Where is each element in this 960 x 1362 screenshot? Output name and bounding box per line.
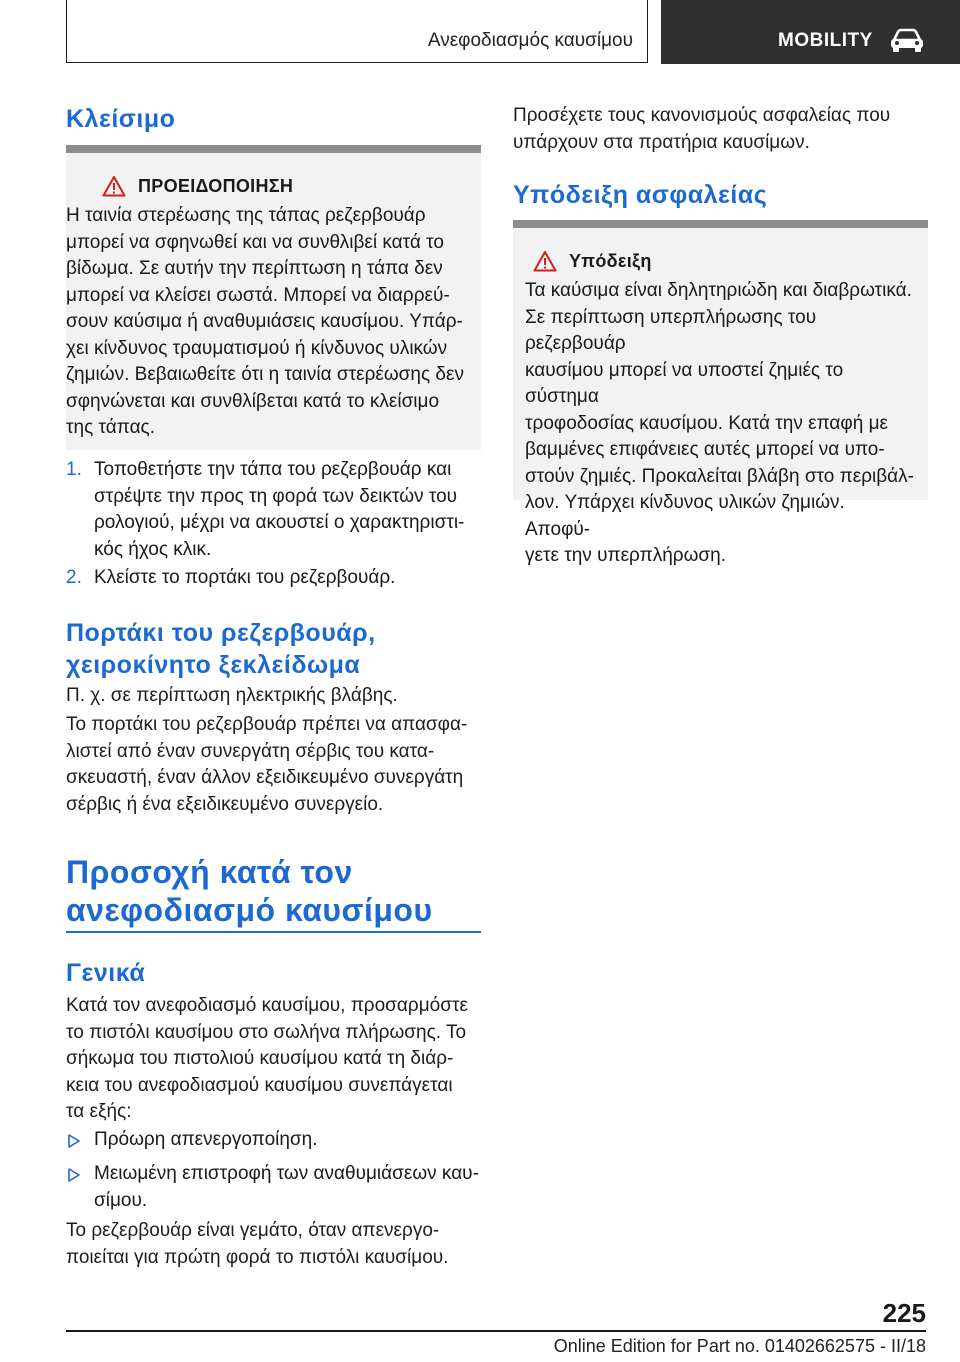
warning-triangle-icon xyxy=(102,175,126,197)
warning-line: χει κίνδυνος τραυματισμού ή κίνδυνος υλικών xyxy=(66,337,448,359)
header-section-title: Ανεφοδιασμός καυσίμου xyxy=(427,30,633,51)
warning-line: Η ταινία στερέωσης της τάπας ρεζερβουάρ xyxy=(66,205,426,226)
door-paragraph-2: Το πορτάκι του ρεζερβουάρ πρέπει να απασφα- λιστεί από έναν συνεργάτη σέρβις του κατα- σκευαστή, έναν άλλον εξειδικευμένο συνεργάτη σέρβις ή ένα εξειδικευμένο συνεργείο. xyxy=(66,714,468,815)
step-item xyxy=(66,457,479,563)
warning-line: της τάπας. xyxy=(66,417,155,438)
header-section-box xyxy=(66,0,648,63)
note-title: Υπόδειξη xyxy=(569,250,652,271)
chapter-title-attention: Προσοχή κατά τον ανεφοδιασμό καυσίμου xyxy=(66,854,433,928)
warning-triangle-icon xyxy=(533,250,557,272)
page-number: 225 xyxy=(882,1298,926,1328)
note-line: Τα καύσιμα είναι δηλητηριώδη και διαβρωτικά. xyxy=(525,280,912,301)
list-item-text: Πρόωρη απενεργοποίηση. xyxy=(94,1129,318,1150)
door-paragraph-1: Π. χ. σε περίπτωση ηλεκτρικής βλάβης. xyxy=(66,685,398,706)
warning-line: σουν καύσιμα ή αναθυμιάσεις καυσίμου. Υπάρ- xyxy=(66,311,463,332)
step-number: 1. xyxy=(66,459,82,480)
bullet-triangle-icon xyxy=(66,1167,82,1183)
edition-note: Online Edition for Part no. 01402662575 - II/18 xyxy=(553,1336,926,1356)
closing-paragraph: Το ρεζερβουάρ είναι γεμάτο, όταν απενεργο- ποιείται για πρώτη φορά το πιστόλι καυσίμου. xyxy=(66,1220,449,1268)
note-line: στούν ζημιές. Προκαλείται βλάβη στο περιβάλ- xyxy=(525,465,914,487)
header-tab-label: MOBILITY xyxy=(778,30,873,51)
warning-line: μπορεί να σφηνωθεί και να συνθλιβεί κατά το xyxy=(66,231,444,253)
note-line: καυσίμου μπορεί να υποστεί ζημιές το σύστημα xyxy=(525,359,844,407)
section-title-general: Γενικά xyxy=(66,959,146,987)
section-title-closing: Κλείσιμο xyxy=(66,105,176,133)
bullet-triangle-icon xyxy=(66,1133,82,1149)
list-item-text: Μειωμένη επιστροφή των αναθυμιάσεων καυ- σίμου. xyxy=(94,1163,479,1211)
header-mobility-tab xyxy=(661,0,960,64)
warning-box xyxy=(66,145,481,450)
note-line: γετε την υπερπλήρωση. xyxy=(525,545,726,566)
footer-rule xyxy=(66,1330,926,1332)
chapter-rule xyxy=(66,931,481,933)
warning-line: βίδωμα. Σε αυτήν την περίπτωση η τάπα δεν xyxy=(66,258,443,279)
warning-line: σφηνώνεται και συνθλίβεται κατά το κλείσιμο xyxy=(66,390,440,412)
warning-line: ζημιών. Βεβαιωθείτε ότι η ταινία στερέωσης δεν xyxy=(66,364,464,385)
general-paragraph: Κατά τον ανεφοδιασμό καυσίμου, προσαρμόστε το πιστόλι καυσίμου στο σωλήνα πλήρωσης. Το σήκωμα του πιστολιού καυσίμου κατά τη διάρ- κεια του ανεφοδιασμού καυσίμου συνεπάγεται τα εξής: xyxy=(66,995,468,1122)
car-icon xyxy=(889,28,925,54)
note-line: λον. Υπάρχει κίνδυνος υλικών ζημιών. Αποφύ- xyxy=(525,492,845,540)
step-number: 2. xyxy=(66,567,82,588)
section-title-safety: Υπόδειξη ασφαλείας xyxy=(513,181,768,209)
step-text: Κλείστε το πορτάκι του ρεζερβουάρ. xyxy=(94,567,396,588)
intro-paragraph: Προσέχετε τους κανονισμούς ασφαλείας που υπάρχουν στα πρατήρια καυσίμων. xyxy=(513,105,891,153)
list-item xyxy=(66,1161,479,1214)
warning-title: ΠΡΟΕΙΔΟΠΟΙΗΣΗ xyxy=(138,175,294,196)
note-line: βαμμένες επιφάνειες αυτές μπορεί να υπο- xyxy=(525,439,885,460)
list-item xyxy=(66,1127,479,1154)
step-item xyxy=(66,565,479,592)
note-line: Σε περίπτωση υπερπλήρωσης του ρεζερβουάρ xyxy=(525,306,817,354)
section-title-door: Πορτάκι του ρεζερβουάρ, χειροκίνητο ξεκλείδωμα xyxy=(66,619,376,679)
note-line: τροφοδοσίας καυσίμου. Κατά την επαφή με xyxy=(525,412,888,434)
warning-line: μπορεί να κλείσει σωστά. Μπορεί να διαρρεύ- xyxy=(66,284,450,306)
step-text: Τοποθετήστε την τάπα του ρεζερβουάρ και στρέψτε την προς τη φορά των δεικτών του ρολογιού, μέχρι να ακουστεί ο χαρακτηριστι- κός ήχος κλικ. xyxy=(94,459,465,560)
note-box xyxy=(513,220,928,566)
